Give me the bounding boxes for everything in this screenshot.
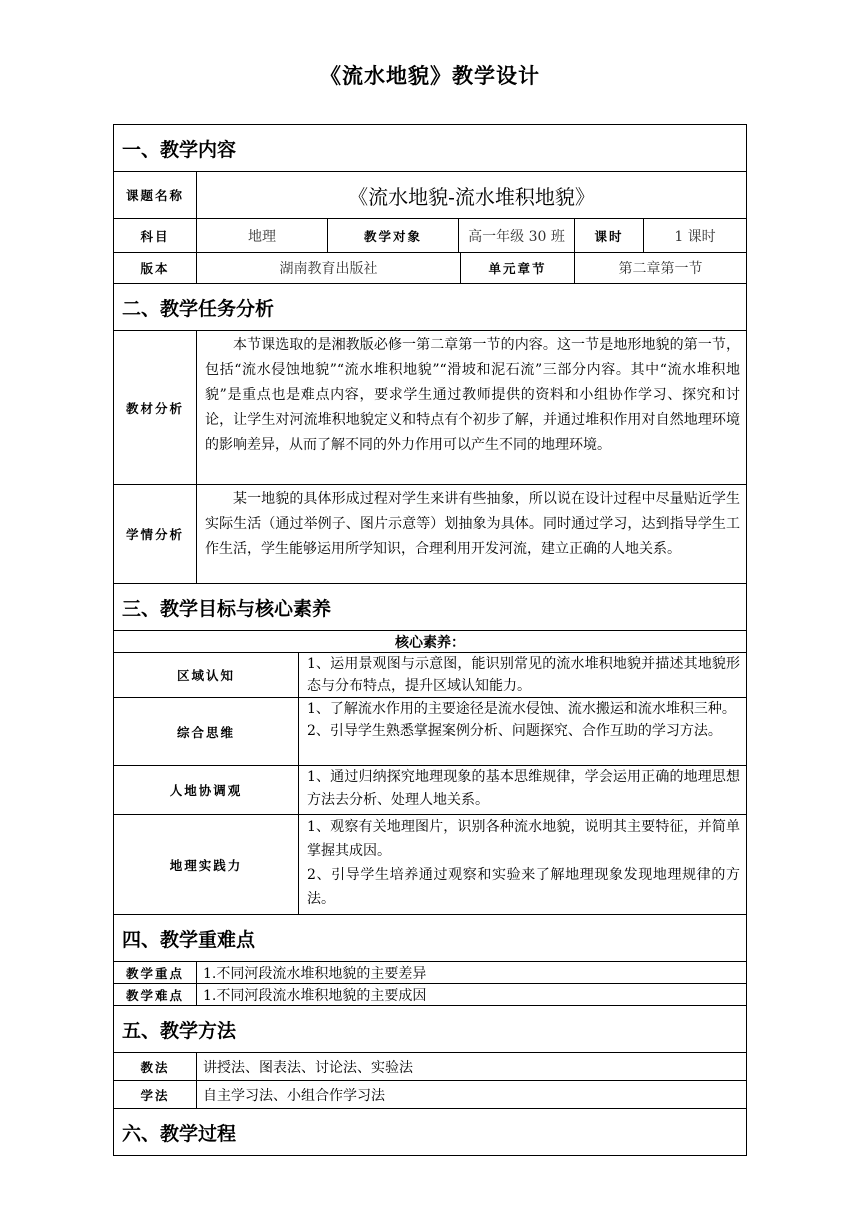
literacy-line: 1、运用景观图与示意图，能识别常见的流水堆积地貌并描述其地貌形态与分布特点，提升区域认知能力。 (307, 656, 740, 694)
literacy-line: 1、观察有关地理图片，识别各种流水地貌，说明其主要特征，并简单掌握其成因。 (307, 819, 740, 859)
literacy-content (299, 653, 746, 697)
subject-value: 地理 (197, 219, 328, 252)
section-4-title: 四、教学重难点 (122, 928, 256, 951)
topic-row (114, 172, 746, 219)
literacy-label: 综合思维 (114, 698, 299, 765)
difficult-point-row (114, 984, 746, 1006)
literacy-row (114, 698, 746, 766)
literacy-content (299, 698, 746, 765)
student-label: 学情分析 (114, 485, 197, 583)
section-1-header (114, 125, 746, 172)
student-row (114, 485, 746, 584)
literacy-label: 地理实践力 (114, 815, 299, 914)
section-6-header (114, 1109, 746, 1156)
key-point-value: 1.不同河段流水堆积地貌的主要差异 (203, 965, 427, 982)
literacy-label: 人地协调观 (114, 766, 299, 814)
learning-method-label: 学法 (114, 1081, 197, 1108)
literacy-row (114, 766, 746, 815)
section-4-header (114, 915, 746, 962)
section-6-title: 六、教学过程 (122, 1122, 237, 1145)
topic-value: 《流水地貌-流水堆积地貌》 (348, 184, 595, 209)
topic-label: 课题名称 (114, 172, 197, 218)
learning-method-value: 自主学习法、小组合作学习法 (203, 1087, 385, 1104)
literacy-content (299, 766, 746, 814)
core-literacy-header-row (114, 631, 746, 653)
target-label: 教学对象 (328, 219, 459, 252)
literacy-line: 1、了解流水作用的主要途径是流水侵蚀、流水搬运和流水堆积三种。 (307, 701, 736, 717)
chapter-value: 第二章第一节 (618, 261, 703, 277)
student-text: 某一地貌的具体形成过程对学生来讲有些抽象，所以说在设计过程中尽量贴近学生实际生活（通过举例子、图片示意等）划抽象为具体。同时通过学习，达到指导学生工作生活，学生能够运用所学知识，合理利用开发河流，建立正确的人地关系。 (205, 491, 740, 557)
section-5-header (114, 1006, 746, 1053)
section-3-title: 三、教学目标与核心素养 (122, 597, 332, 620)
difficult-point-value: 1.不同河段流水堆积地貌的主要成因 (203, 987, 427, 1004)
literacy-content (299, 815, 746, 914)
lesson-plan-table (113, 124, 747, 1156)
material-text: 本节课选取的是湘教版必修一第二章第一节的内容。这一节是地形地貌的第一节，包括“流水侵蚀地貌”“流水堆积地貌”“滑坡和泥石流”三部分内容。其中“流水堆积地貌”是重点也是难点内容，要求学生通过教师提供的资料和小组协作学习、探究和讨论，让学生对河流堆积地貌定义和特点有个初步了解，并通过堆积作用对自然地理环境的影响差异，从而了解不同的外力作用可以产生不同的地理环境。 (205, 337, 740, 453)
edition-value: 湖南教育出版社 (197, 253, 461, 283)
subject-label: 科目 (114, 219, 197, 252)
teaching-method-row (114, 1053, 746, 1081)
edition-row (114, 253, 746, 284)
edition-label: 版本 (114, 253, 197, 283)
teaching-method-label: 教法 (114, 1053, 197, 1080)
teaching-method-value: 讲授法、图表法、讨论法、实验法 (203, 1059, 413, 1076)
hours-label: 课时 (575, 219, 644, 252)
literacy-row (114, 815, 746, 915)
learning-method-row (114, 1081, 746, 1109)
literacy-line: 2、引导学生培养通过观察和实验来了解地理现象发现地理规律的方法。 (307, 867, 740, 907)
subject-row (114, 219, 746, 253)
student-analysis (197, 485, 746, 583)
hours-value: 1 课时 (674, 228, 716, 245)
core-literacy-header: 核心素养： (395, 634, 465, 651)
chapter-label: 单元章节 (461, 253, 575, 283)
target-value: 高一年级 30 班 (459, 219, 575, 252)
section-2-header (114, 284, 746, 331)
section-3-header (114, 584, 746, 631)
key-point-row (114, 962, 746, 984)
literacy-label: 区域认知 (114, 653, 299, 697)
section-2-title: 二、教学任务分析 (122, 297, 275, 320)
literacy-line: 2、引导学生熟悉掌握案例分析、问题探究、合作互助的学习方法。 (307, 723, 722, 739)
material-label: 教材分析 (114, 331, 197, 484)
literacy-line: 1、通过归纳探究地理现象的基本思维规律，学会运用正确的地理思想方法去分析、处理人地关系。 (307, 769, 740, 808)
material-row (114, 331, 746, 485)
material-analysis (197, 331, 746, 484)
difficult-point-label: 教学难点 (114, 984, 197, 1005)
key-point-label: 教学重点 (114, 962, 197, 983)
section-5-title: 五、教学方法 (122, 1019, 237, 1042)
section-1-title: 一、教学内容 (122, 138, 237, 161)
document-title: 《流水地貌》教学设计 (320, 63, 540, 88)
literacy-row (114, 653, 746, 698)
